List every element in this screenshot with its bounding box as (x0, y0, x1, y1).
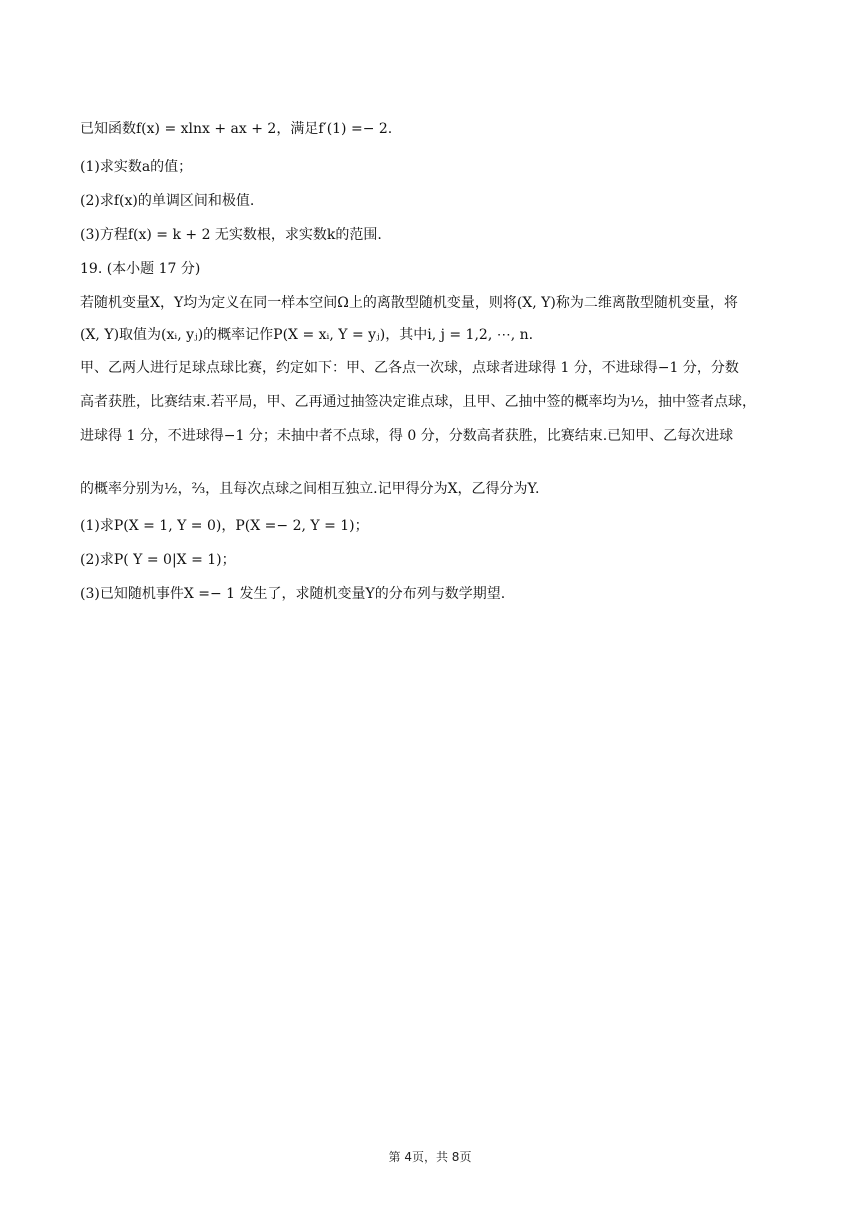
problem19-paragraph2-line1: 甲、乙两人进行足球点球比赛，约定如下：甲、乙各点一次球，点球者进球得 1 分，不进球得−1 分，分数 (80, 360, 739, 376)
problem18-question3: (3)方程f(x) = k + 2 无实数根，求实数k的范围. (80, 227, 382, 243)
problem19-paragraph2-line4: 的概率分别为½，⅔，且每次点球之间相互独立.记甲得分为X，乙得分为Y. (80, 481, 540, 497)
problem19-paragraph2-line2: 高者获胜，比赛结束.若平局，甲、乙再通过抽签决定谁点球，且甲、乙抽中签的概率均为½，抽中签者点球， (80, 394, 757, 410)
problem19-question2: (2)求P( Y = 0|X = 1)； (80, 552, 236, 568)
problem19-question3: (3)已知随机事件X =− 1 发生了，求随机变量Y的分布列与数学期望. (80, 586, 506, 602)
problem19-paragraph1-line1: 若随机变量X，Y均为定义在同一样本空间Ω上的离散型随机变量，则将(X, Y)称为二维离散型随机变量，将 (80, 295, 738, 311)
problem19-question1: (1)求P(X = 1, Y = 0)，P(X =− 2, Y = 1)； (80, 518, 369, 534)
problem18-question1: (1)求实数a的值； (80, 159, 193, 175)
page-number-footer: 第 4页，共 8页 (388, 1150, 472, 1164)
problem18-question2: (2)求f(x)的单调区间和极值. (80, 193, 255, 209)
problem19-paragraph2-line3: 进球得 1 分，不进球得−1 分；未抽中者不点球，得 0 分，分数高者获胜，比赛结束.已知甲、乙每次进球 (80, 428, 734, 444)
problem19-heading: 19. (本小题 17 分) (80, 261, 201, 277)
problem19-paragraph1-line2: (X, Y)取值为(xᵢ, yⱼ)的概率记作P(X = xᵢ, Y = yⱼ)，其中i, j = 1,2, ⋯, n. (80, 327, 534, 343)
problem18-intro: 已知函数f(x) = xlnx + ax + 2，满足f′(1) =− 2. (80, 121, 393, 137)
